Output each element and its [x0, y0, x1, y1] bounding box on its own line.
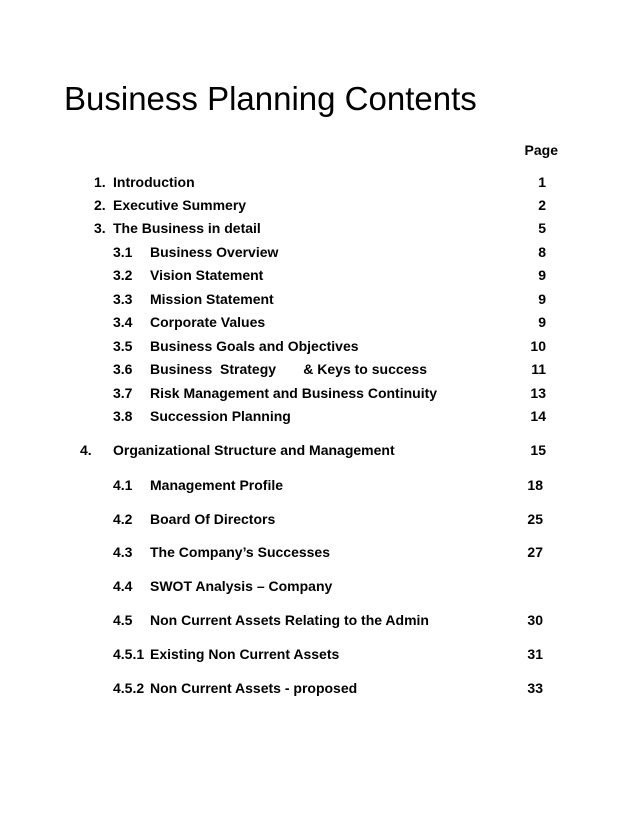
toc-entry-number: 2.	[94, 197, 106, 213]
toc-entry-label: Non Current Assets Relating to the Admin	[150, 612, 429, 628]
toc-entry-label: Executive Summery	[113, 197, 247, 213]
toc-entry-label: Organizational Structure and Management	[113, 442, 395, 458]
toc-entry-page: 13	[530, 385, 546, 401]
toc-entry-3-5	[0, 338, 638, 358]
toc-entry-number: 3.4	[113, 314, 133, 330]
toc-entry-4-5-2	[0, 680, 638, 700]
toc-entry-3-6	[0, 361, 638, 381]
toc-entry-3-2	[0, 267, 638, 287]
toc-entry-4-5	[0, 612, 638, 632]
toc-entry-page: 9	[538, 291, 546, 307]
toc-entry-1	[0, 174, 638, 194]
toc-entry-label: Corporate Values	[150, 314, 266, 330]
toc-entry-page: 2	[538, 197, 546, 213]
toc-entry-label: The Business in detail	[113, 220, 261, 236]
toc-entry-number: 4.	[80, 442, 92, 458]
toc-entry-page: 8	[538, 244, 546, 260]
toc-entry-3-4	[0, 314, 638, 334]
toc-entry-page: 27	[527, 544, 543, 560]
toc-entry-4	[0, 442, 638, 462]
toc-entry-page: 9	[538, 314, 546, 330]
toc-entry-page: 15	[530, 442, 546, 458]
toc-entry-2	[0, 197, 638, 217]
toc-entry-4-4	[0, 578, 638, 598]
toc-entry-3-3	[0, 291, 638, 311]
toc-entry-number: 4.1	[113, 477, 133, 493]
toc-entry-number: 3.	[94, 220, 106, 236]
toc-entry-label: Management Profile	[150, 477, 284, 493]
toc-entry-label: Board Of Directors	[150, 511, 276, 527]
toc-entry-page: 5	[538, 220, 546, 236]
toc-entry-3-7	[0, 385, 638, 405]
toc-entry-number: 4.4	[113, 578, 133, 594]
toc-entry-number: 3.7	[113, 385, 133, 401]
toc-entry-number: 4.5	[113, 612, 133, 628]
toc-entry-label: Introduction	[113, 174, 195, 190]
toc-entry-number: 3.5	[113, 338, 133, 354]
toc-entry-page: 18	[527, 477, 543, 493]
toc-entry-4-2	[0, 511, 638, 531]
toc-entry-label: Business Overview	[150, 244, 279, 260]
page-column-heading: Page	[524, 142, 558, 158]
toc-entry-page: 9	[538, 267, 546, 283]
toc-entry-number: 3.1	[113, 244, 133, 260]
toc-entry-page: 14	[530, 408, 546, 424]
toc-entry-number: 4.3	[113, 544, 133, 560]
toc-entry-number: 4.5.1	[113, 646, 145, 662]
toc-entry-number: 3.6	[113, 361, 133, 377]
toc-entry-label: Business Strategy & Keys to success	[150, 361, 428, 377]
document-title: Business Planning Contents	[64, 80, 477, 117]
toc-entry-page: 10	[530, 338, 546, 354]
toc-entry-number: 4.5.2	[113, 680, 145, 696]
toc-entry-label: Existing Non Current Assets	[150, 646, 340, 662]
toc-entry-label: Risk Management and Business Continuity	[150, 385, 438, 401]
toc-entry-page: 1	[538, 174, 546, 190]
toc-entry-number: 4.2	[113, 511, 133, 527]
toc-entry-number: 3.8	[113, 408, 133, 424]
toc-entry-4-3	[0, 544, 638, 564]
toc-entry-label: Business Goals and Objectives	[150, 338, 359, 354]
toc-entry-3-8	[0, 408, 638, 428]
toc-entry-label: SWOT Analysis – Company	[150, 578, 333, 594]
toc-entry-page: 33	[527, 680, 543, 696]
toc-entry-label: Non Current Assets - proposed	[150, 680, 358, 696]
toc-entry-number: 3.2	[113, 267, 133, 283]
toc-entry-label: The Company’s Successes	[150, 544, 331, 560]
toc-entry-number: 3.3	[113, 291, 133, 307]
toc-entry-page: 30	[527, 612, 543, 628]
toc-entry-3	[0, 220, 638, 240]
toc-entry-3-1	[0, 244, 638, 264]
toc-entry-page: 11	[531, 361, 546, 377]
toc-entry-page: 25	[527, 511, 543, 527]
toc-entry-4-5-1	[0, 646, 638, 666]
toc-entry-label: Vision Statement	[150, 267, 264, 283]
toc-entry-page: 31	[527, 646, 543, 662]
toc-entry-number: 1.	[94, 174, 106, 190]
toc-entry-label: Succession Planning	[150, 408, 291, 424]
toc-entry-4-1	[0, 477, 638, 497]
toc-entry-label: Mission Statement	[150, 291, 274, 307]
